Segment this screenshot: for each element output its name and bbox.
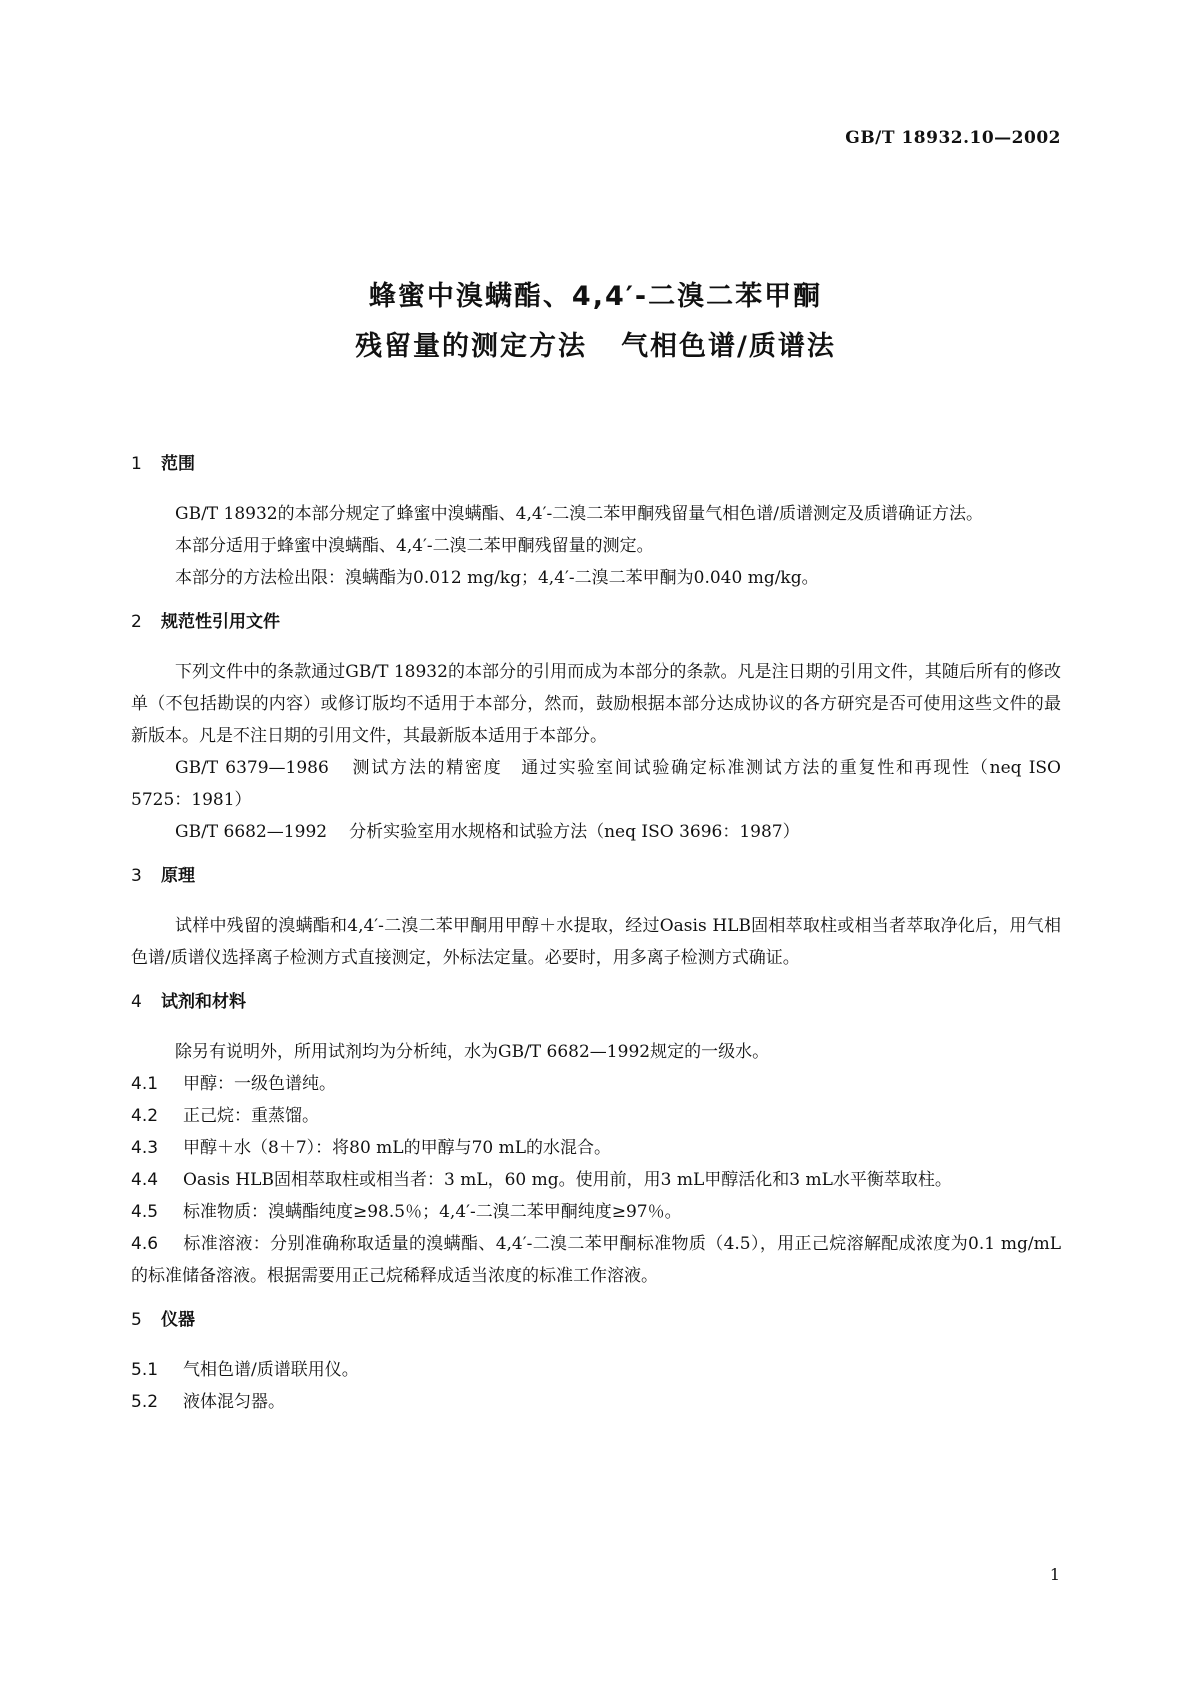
item-number: 5.2 — [131, 1392, 159, 1412]
paragraph: 除另有说明外，所用试剂均为分析纯，水为GB/T 6682—1992规定的一级水。 — [175, 1042, 770, 1062]
reference-title: 测试方法的精密度 通过实验室间试验确定标准测试方法的重复性和再现性（neq ISO 5725：1981） — [131, 758, 1061, 810]
item-text: 标准溶液：分别准确称取适量的溴螨酯、4,4′-二溴二苯甲酮标准物质（4.5），用正己烷溶解配成浓度为0.1 mg/mL的标准储备溶液。根据需要用正己烷稀释成适当浓度的标准工作溶液。 — [131, 1234, 1061, 1286]
reference-code: GB/T 6682—1992 — [175, 822, 328, 842]
section-title: 试剂和材料 — [161, 992, 246, 1012]
section-heading-4 — [131, 986, 1061, 1018]
paragraph: 下列文件中的条款通过GB/T 18932的本部分的引用而成为本部分的条款。凡是注日期的引用文件，其随后所有的修改单（不包括勘误的内容）或修订版均不适用于本部分，然而，鼓励根据本部分达成协议的各方研究是否可使用这些文件的最新版本。凡是不注日期的引用文件，其最新版本适用于本部分。 — [131, 662, 1061, 746]
paragraph: 本部分适用于蜂蜜中溴螨酯、4,4′-二溴二苯甲酮残留量的测定。 — [175, 536, 654, 556]
section-number: 2 — [131, 612, 142, 632]
normative-reference — [131, 816, 1061, 848]
paragraph: GB/T 18932的本部分规定了蜂蜜中溴螨酯、4,4′-二溴二苯甲酮残留量气相色谱/质谱测定及质谱确证方法。 — [175, 504, 983, 524]
list-item — [131, 1228, 1061, 1292]
item-number: 4.2 — [131, 1106, 159, 1126]
section-title: 仪器 — [161, 1310, 195, 1330]
item-text: 液体混匀器。 — [183, 1392, 285, 1412]
item-number: 5.1 — [131, 1360, 159, 1380]
section-title: 规范性引用文件 — [161, 612, 280, 632]
list-item — [131, 1100, 1061, 1132]
item-number: 4.4 — [131, 1170, 159, 1190]
list-item — [131, 1386, 1061, 1418]
normative-reference — [131, 752, 1061, 816]
list-item — [131, 1164, 1061, 1196]
section-number: 1 — [131, 454, 142, 474]
document-title-line2 — [0, 324, 1191, 363]
section-title: 原理 — [161, 866, 195, 886]
item-number: 4.1 — [131, 1074, 159, 1094]
item-number: 4.6 — [131, 1234, 159, 1254]
section-number: 5 — [131, 1310, 142, 1330]
item-number: 4.5 — [131, 1202, 159, 1222]
item-number: 4.3 — [131, 1138, 159, 1158]
list-item — [131, 1132, 1061, 1164]
paragraph: 本部分的方法检出限：溴螨酯为0.012 mg/kg；4,4′-二溴二苯甲酮为0.040 mg/kg。 — [175, 568, 819, 588]
paragraph: 试样中残留的溴螨酯和4,4′-二溴二苯甲酮用甲醇＋水提取，经过Oasis HLB固相萃取柱或相当者萃取净化后，用气相色谱/质谱仪选择离子检测方式直接测定，外标法定量。必要时，用多离子检测方式确证。 — [131, 916, 1061, 968]
list-item — [131, 1196, 1061, 1228]
section-number: 3 — [131, 866, 142, 886]
section-title: 范围 — [161, 454, 195, 474]
item-text: 气相色谱/质谱联用仪。 — [183, 1360, 359, 1380]
section-heading-1 — [131, 448, 1061, 480]
section-heading-2 — [131, 606, 1061, 638]
document-title-line2-part2: 气相色谱/质谱法 — [621, 331, 836, 362]
section-heading-3 — [131, 860, 1061, 892]
section-number: 4 — [131, 992, 142, 1012]
reference-title: 分析实验室用水规格和试验方法（neq ISO 3696：1987） — [349, 822, 800, 842]
item-text: Oasis HLB固相萃取柱或相当者：3 mL，60 mg。使用前，用3 mL甲醇活化和3 mL水平衡萃取柱。 — [183, 1170, 952, 1190]
standard-number: GB/T 18932.10—2002 — [845, 128, 1061, 148]
document-body — [131, 448, 1061, 1418]
item-text: 甲醇：一级色谱纯。 — [183, 1074, 336, 1094]
list-item — [131, 1354, 1061, 1386]
reference-code: GB/T 6379—1986 — [175, 758, 329, 778]
list-item — [131, 1068, 1061, 1100]
document-title-line2-part1: 残留量的测定方法 — [355, 331, 588, 362]
document-title-line1: 蜂蜜中溴螨酯、4,4′-二溴二苯甲酮 — [368, 281, 823, 312]
item-text: 标准物质：溴螨酯纯度≥98.5％；4,4′-二溴二苯甲酮纯度≥97％。 — [183, 1202, 682, 1222]
item-text: 甲醇＋水（8＋7）：将80 mL的甲醇与70 mL的水混合。 — [183, 1138, 612, 1158]
section-heading-5 — [131, 1304, 1061, 1336]
item-text: 正己烷：重蒸馏。 — [183, 1106, 319, 1126]
page-number: 1 — [1049, 1565, 1060, 1584]
